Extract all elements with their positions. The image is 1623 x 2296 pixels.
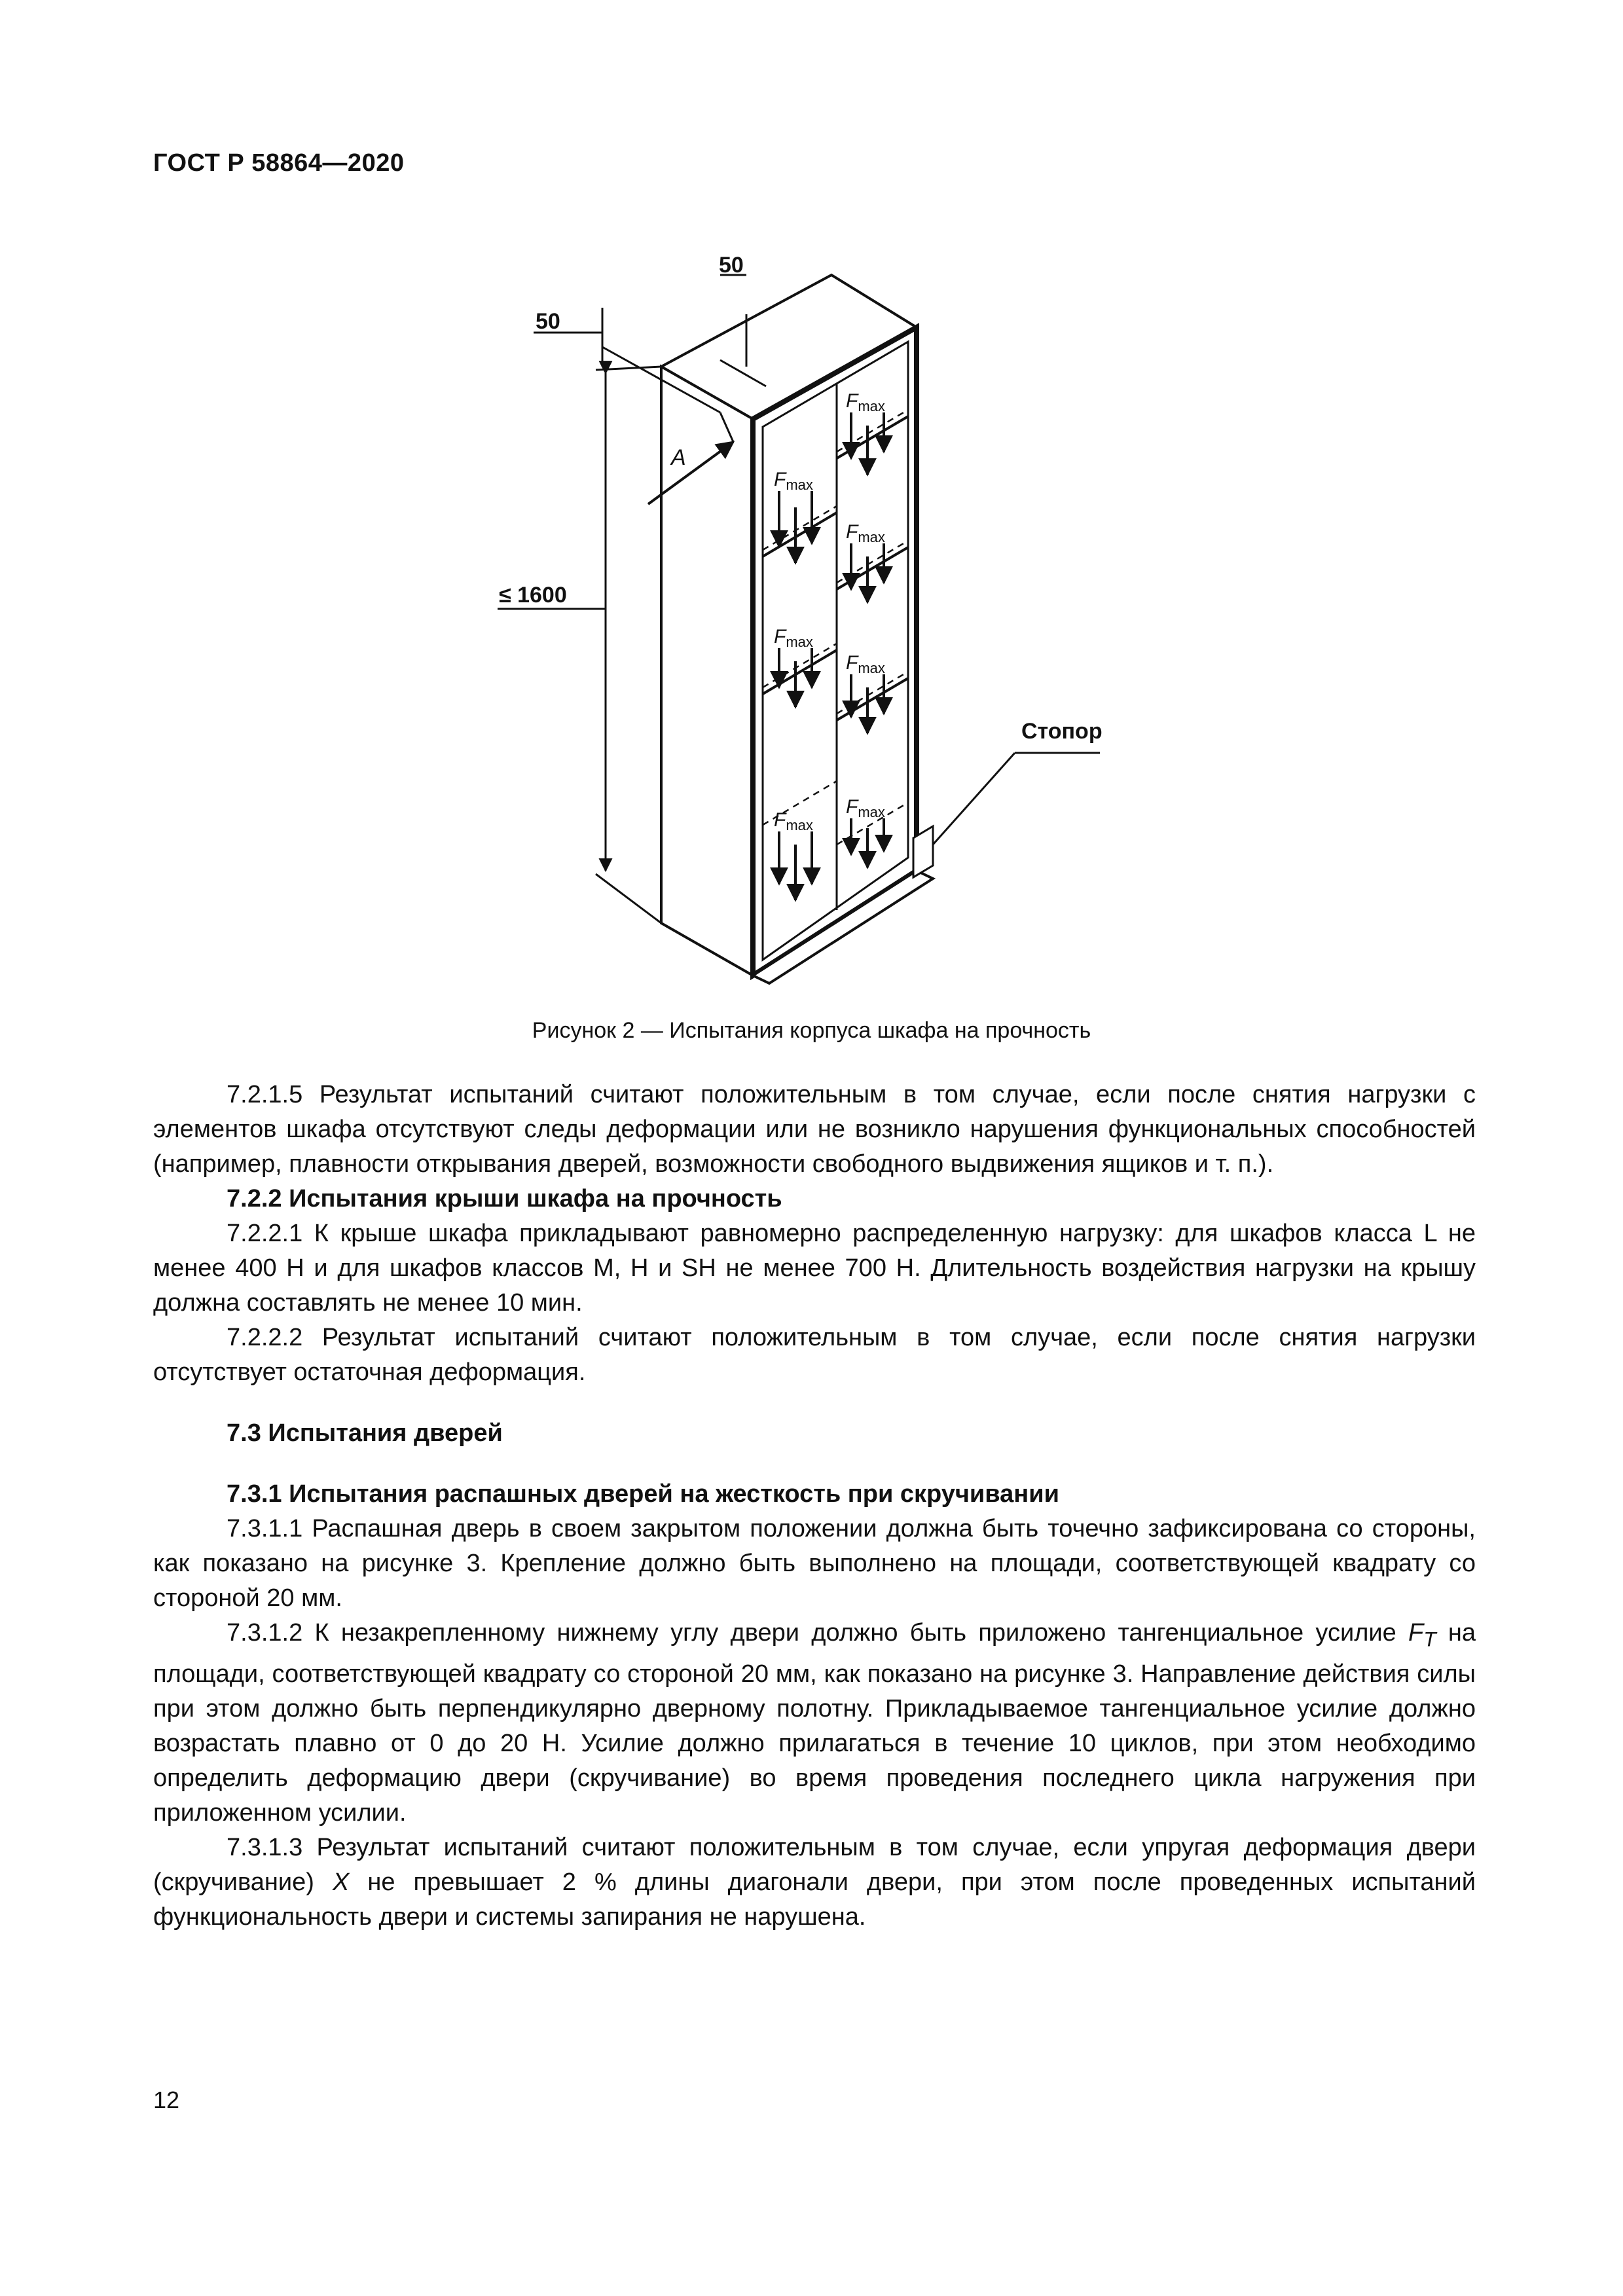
paragraph-7-2-2-1: 7.2.2.1 К крыше шкафа прикладывают равномерно распределенную нагрузку: для шкафов класса L не менее 400 Н и для шкафов классов M, H и SH не менее 700 Н. Длительность воздействия нагрузки на крышу должна составлять не менее 10 мин. — [153, 1220, 1476, 1317]
page-number: 12 — [153, 2086, 180, 2113]
svg-text:Fmax: $F_{max}$ — [846, 652, 885, 676]
cabinet-diagram — [445, 255, 1178, 995]
svg-text:Fmax: $F_{max}$ — [846, 521, 885, 545]
svg-text:Fmax: $F_{max}$ — [846, 796, 885, 820]
stopper-leader — [933, 753, 1015, 845]
force-ft-symbol: $F_T$ — [1408, 1619, 1436, 1651]
point-a-label: A — [671, 445, 686, 470]
figure-caption: Рисунок 2 — Испытания корпуса шкафа на прочность — [532, 1018, 1091, 1043]
stopper-label: Стопор — [1021, 719, 1103, 744]
dim-top-label: 50 — [719, 255, 744, 278]
paragraph-7-3-1-2: 7.3.1.2 К незакрепленному нижнему углу двери должно быть приложено тангенциальное усилие $F_T$ на площади, соответствующей квадрату со стороной 20 мм, как показано на рисунке 3. Направление действия силы при этом должно быть перпендикулярно дверному полотну. Прикладываемое тангенциальное усилие должно возрастать плавно от 0 до 20 Н. Усилие должно прилагаться в течение 10 циклов, при этом необходимо определить деформацию двери (скручивание) во время проведения последнего цикла нагружения при приложенном усилии. — [153, 1619, 1476, 1827]
paragraph-7-2-2-2: 7.2.2.2 Результат испытаний считают положительным в том случае, если после снятия нагрузки отсутствует остаточная деформация. — [153, 1324, 1476, 1386]
svg-text:Fmax: $F_{max}$ — [774, 626, 813, 650]
heading-7-3-1: 7.3.1 Испытания распашных дверей на жесткость при скручивании — [227, 1480, 1059, 1508]
dim-height-label: ≤ 1600 — [499, 583, 567, 608]
paragraph-7-3-1-1: 7.3.1.1 Распашная дверь в своем закрытом положении должна быть точечно зафиксирована со стороны, как показано на рисунке 3. Крепление должно быть выполнено на площади, соответствующей квадрату со стороной 20 мм. — [153, 1515, 1476, 1612]
heading-7-3: 7.3 Испытания дверей — [227, 1419, 503, 1447]
svg-text:Fmax: $F_{max}$ — [774, 469, 813, 493]
dim-left-label: 50 — [536, 309, 560, 334]
paragraph-7-3-1-3: 7.3.1.3 Результат испытаний считают положительным в том случае, если упругая деформация двери (скручивание) X не превышает 2 % длины диагонали двери, при этом после проведенных испытаний функциональность двери и системы запирания не нарушена. — [153, 1833, 1476, 1931]
svg-text:Fmax: $F_{max}$ — [846, 390, 885, 414]
heading-7-2-2: 7.2.2 Испытания крыши шкафа на прочность — [227, 1185, 782, 1212]
document-body — [153, 1078, 1476, 1935]
deformation-x-symbol: X — [332, 1868, 350, 1896]
figure-cabinet-strength-test — [445, 255, 1178, 995]
document-header: ГОСТ Р 58864—2020 — [153, 149, 405, 177]
paragraph-7-2-1-5: 7.2.1.5 Результат испытаний считают положительным в том случае, если после снятия нагрузки с элементов шкафа отсутствуют следы деформации или не возникло нарушения функциональных способностей (например, плавности открывания дверей, возможности свободного выдвижения ящиков и т. п.). — [153, 1081, 1476, 1178]
svg-text:Fmax: $F_{max}$ — [774, 809, 813, 833]
